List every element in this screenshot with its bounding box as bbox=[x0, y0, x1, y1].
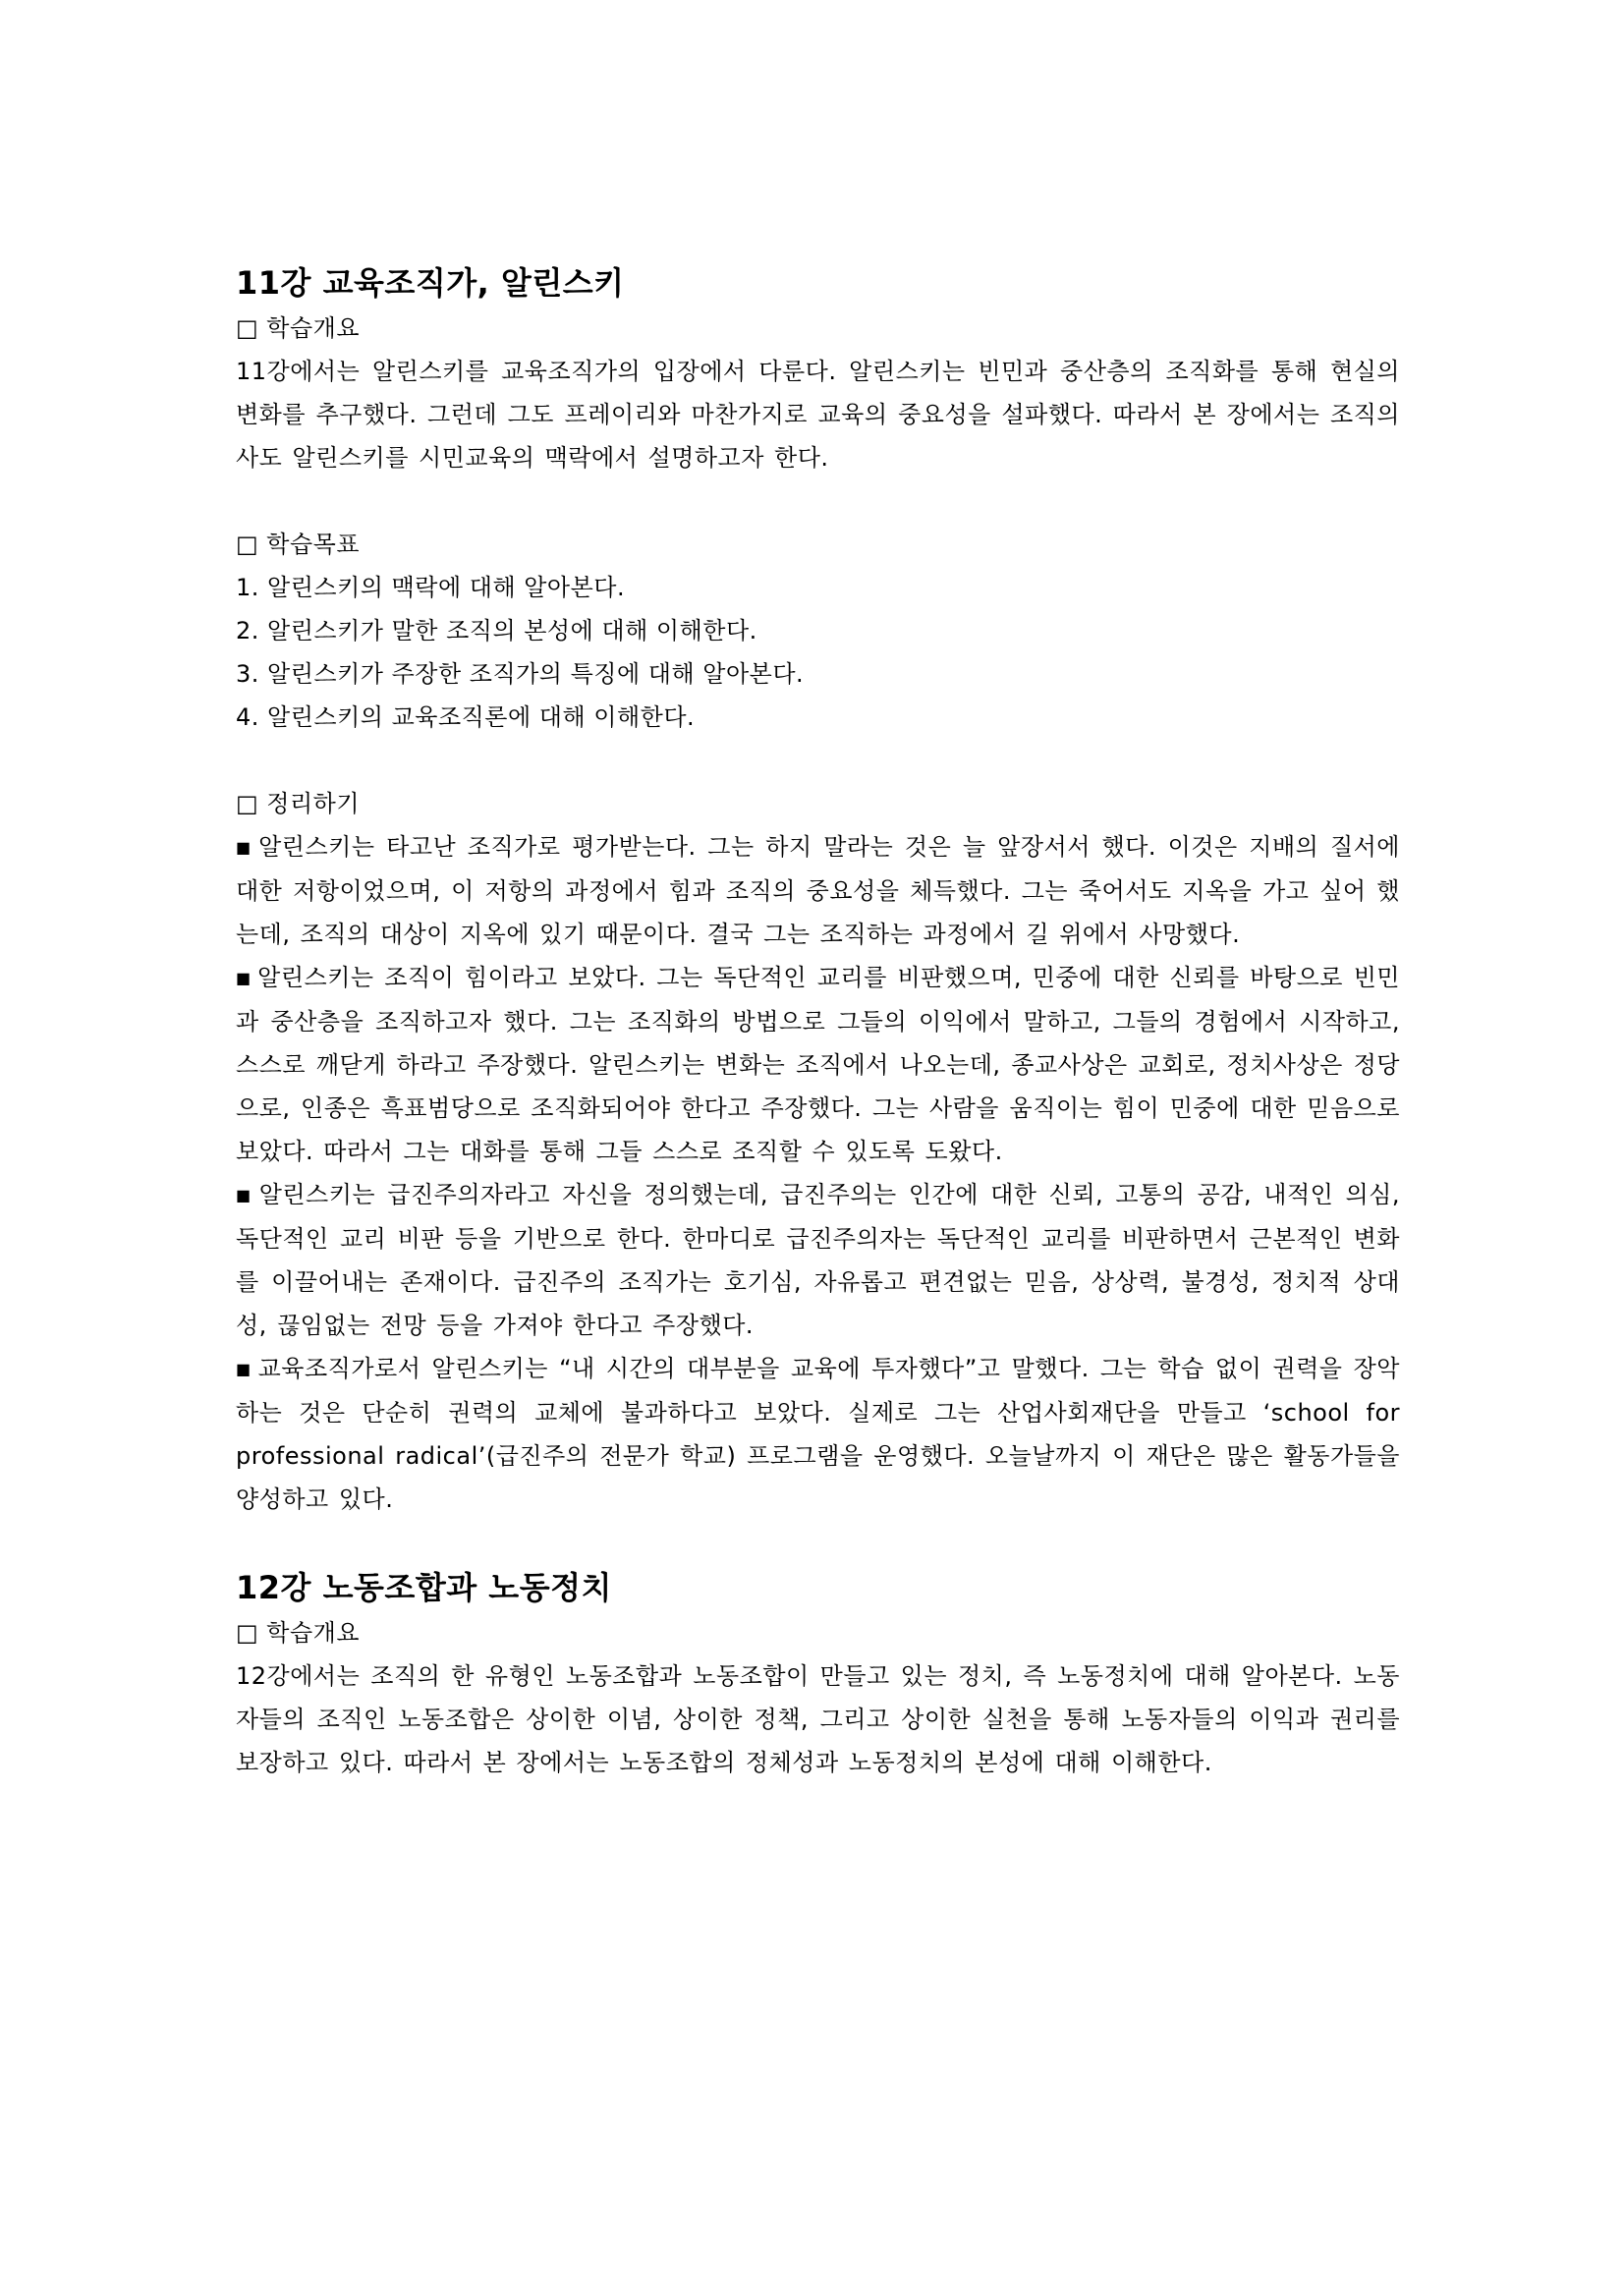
objective-item-4: 4. 알린스키의 교육조직론에 대해 이해한다. bbox=[236, 703, 696, 731]
lecture-12-overview-text: 12강에서는 조직의 한 유형인 노동조합과 노동조합이 만들고 있는 정치, 즉 노동정치에 대해 알아본다. 노동자들의 조직인 노동조합은 상이한 이념, 상이한 정책, 그리고 상이한 실천을 통해 노동자들의 이익과 권리를 보장하고 있다. 따라서 본 장에서는 노동조합의 정체성과 노동정치의 본성에 대해 이해한다. bbox=[236, 1662, 1400, 1776]
summary-bullet-text: 알린스키는 타고난 조직가로 평가받는다. 그는 하지 말라는 것은 늘 앞장서서 했다. 이것은 지배의 질서에 대한 저항이었으며, 이 저항의 과정에서 힘과 조직의 중요성을 체득했다. 그는 죽어서도 지옥을 가고 싶어 했는데, 조직의 대상이 지옥에 있기 때문이다. 결국 그는 조직하는 과정에서 길 위에서 사망했다. bbox=[236, 833, 1400, 948]
lecture-11-overview-heading: □ 학습개요 bbox=[236, 314, 361, 342]
summary-bullet-3 bbox=[236, 1173, 1400, 1347]
summary-bullet-text: 알린스키는 급진주의자라고 자신을 정의했는데, 급진주의는 인간에 대한 신뢰, 고통의 공감, 내적인 의심, 독단적인 교리 비판 등을 기반으로 한다. 한마디로 급진주의자는 독단적인 교리를 비판하면서 근본적인 변화를 이끌어내는 존재이다. 급진주의 조직가는 호기심, 자유롭고 편견없는 믿음, 상상력, 불경성, 정치적 상대성, 끊임없는 전망 등을 가져야 한다고 주장했다. bbox=[236, 1181, 1400, 1339]
square-bullet-icon: ■ bbox=[236, 969, 252, 987]
spacer bbox=[236, 479, 1400, 523]
lecture-12-title: 12강 노동조합과 노동정치 bbox=[236, 1569, 612, 1606]
lecture-11-objectives-heading: □ 학습목표 bbox=[236, 531, 361, 558]
square-bullet-icon: ■ bbox=[236, 1186, 253, 1204]
square-bullet-icon: ■ bbox=[236, 838, 253, 857]
lecture-11-title: 11강 교육조직가, 알린스키 bbox=[236, 264, 625, 302]
lecture-12-overview-heading: □ 학습개요 bbox=[236, 1619, 361, 1647]
document-page bbox=[236, 259, 1400, 1784]
summary-bullet-2 bbox=[236, 956, 1400, 1173]
summary-bullet-4 bbox=[236, 1347, 1400, 1521]
spacer bbox=[236, 1521, 1400, 1564]
objective-item-1: 1. 알린스키의 맥락에 대해 알아본다. bbox=[236, 574, 626, 601]
lecture-11-summary-heading: □ 정리하기 bbox=[236, 790, 361, 817]
square-bullet-icon: ■ bbox=[236, 1360, 252, 1378]
objective-item-3: 3. 알린스키가 주장한 조직가의 특징에 대해 알아본다. bbox=[236, 660, 805, 688]
lecture-11-overview-text: 11강에서는 알린스키를 교육조직가의 입장에서 다룬다. 알린스키는 빈민과 중산층의 조직화를 통해 현실의 변화를 추구했다. 그런데 그도 프레이리와 마찬가지로 교육의 중요성을 설파했다. 따라서 본 장에서는 조직의 사도 알린스키를 시민교육의 맥락에서 설명하고자 한다. bbox=[236, 358, 1400, 472]
summary-bullet-1 bbox=[236, 825, 1400, 956]
summary-bullet-text: 알린스키는 조직이 힘이라고 보았다. 그는 독단적인 교리를 비판했으며, 민중에 대한 신뢰를 바탕으로 빈민과 중산층을 조직하고자 했다. 그는 조직화의 방법으로 그들의 이익에서 말하고, 그들의 경험에서 시작하고, 스스로 깨닫게 하라고 주장했다. 알린스키는 변화는 조직에서 나오는데, 종교사상은 교회로, 정치사상은 정당으로, 인종은 흑표범당으로 조직화되어야 한다고 주장했다. 그는 사람을 움직이는 힘이 민중에 대한 믿음으로 보았다. 따라서 그는 대화를 통해 그들 스스로 조직할 수 있도록 도왔다. bbox=[236, 964, 1400, 1165]
summary-bullet-text: 교육조직가로서 알린스키는 “내 시간의 대부분을 교육에 투자했다”고 말했다. 그는 학습 없이 권력을 장악하는 것은 단순히 권력의 교체에 불과하다고 보았다. 실제로 그는 산업사회재단을 만들고 ‘school for professional radical’(급진주의 전문가 학교) 프로그램을 운영했다. 오늘날까지 이 재단은 많은 활동가들을 양성하고 있다. bbox=[236, 1355, 1400, 1513]
spacer bbox=[236, 739, 1400, 782]
objective-item-2: 2. 알린스키가 말한 조직의 본성에 대해 이해한다. bbox=[236, 617, 757, 644]
